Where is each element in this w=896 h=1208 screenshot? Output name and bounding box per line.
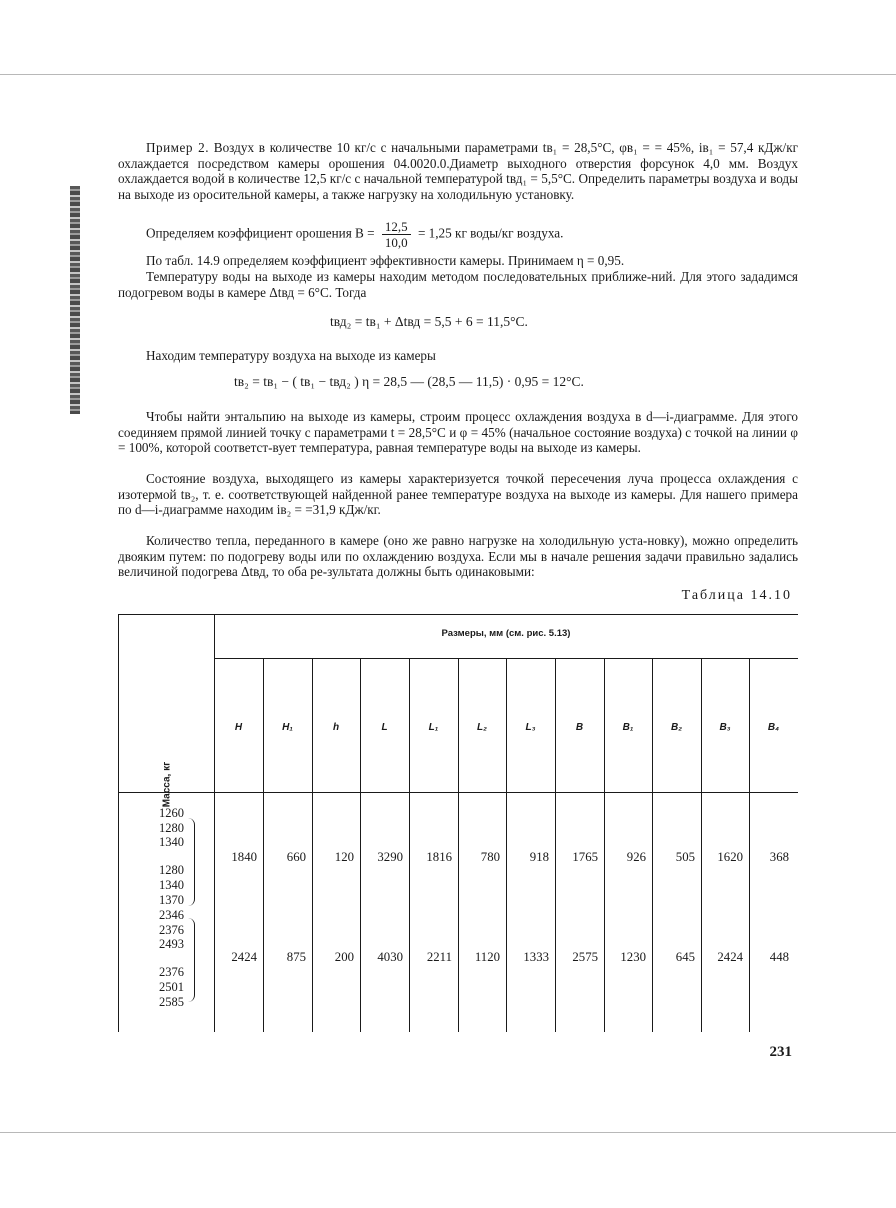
table-cell: 1333	[523, 950, 549, 964]
col-header-H1: H₁	[282, 722, 293, 733]
mass-column-header	[152, 754, 182, 814]
col-rule	[312, 658, 313, 1032]
efficiency-paragraph	[118, 253, 798, 269]
col-rule	[506, 658, 507, 1032]
dimensions-table	[118, 614, 798, 1032]
water-temp-paragraph	[118, 269, 798, 300]
table-cell: 1230	[620, 950, 646, 964]
water-temp-text: Температуру воды на выходе из камеры находим методом последовательных приближе-ний. Для этого зададимся подогревом воды в камере Δtвд = 6°С. Тогда	[118, 269, 798, 300]
mass-value: 2346	[159, 908, 184, 922]
table-cell: 505	[675, 850, 695, 864]
table-cell: 3290	[377, 850, 403, 864]
col-rule	[749, 658, 750, 1032]
table-cell: 926	[626, 850, 646, 864]
col-header-B2: B₂	[670, 722, 683, 733]
table-cell: 200	[334, 950, 354, 964]
coef-fraction	[382, 219, 411, 250]
air-temp-text: Находим температуру воздуха на выходе из камеры	[146, 348, 436, 363]
mass-value: 1340	[159, 835, 184, 850]
mass-value: 2493	[159, 937, 184, 952]
col-header-B3: B₃	[719, 722, 731, 733]
group-1-brace	[188, 818, 195, 906]
table-cell: 645	[675, 950, 695, 964]
table-cell: 368	[769, 850, 789, 864]
coef-numerator: 12,5	[382, 219, 411, 235]
coef-denominator: 10,0	[384, 235, 408, 250]
col-header-H: H	[234, 722, 243, 733]
efficiency-text: По табл. 14.9 определяем коэффициент эффективности камеры. Принимаем η = 0,95.	[146, 253, 625, 268]
table-caption: Таблица 14.10	[681, 588, 792, 603]
col-rule	[458, 658, 459, 1032]
col-header-B4: B₄	[767, 722, 780, 733]
enthalpy-text: Чтобы найти энтальпию на выходе из камеры, строим процесс охлаждения воздуха в d—i-диаграмме. Для этого соединяем прямой линией точку с параметрами t = 28,5°С и φ = 45% (начальное состояние воздуха) с точкой на линии φ = 100%, которой соответст-вует температура, равная температуре воды на выходе из камеры.	[118, 409, 798, 456]
heat-quantity-text: Количество тепла, переданного в камере (оно же равно нагрузке на холодильную уста-новку), можно определить двояким путем: по подогреву воды или по охлаждению воздуха. Если мы в начале решения задачи правильно задались величиной подогрева Δtвд, то оба ре-зультата должны быть одинаковыми:	[118, 533, 798, 580]
scan-margin-artifact	[70, 186, 80, 414]
mass-value: 1370	[159, 892, 184, 907]
table-cell: 918	[529, 850, 549, 864]
table-cell: 780	[480, 850, 500, 864]
air-state-paragraph	[118, 471, 798, 518]
example-text: Воздух в количестве 10 кг/с с начальными параметрами tв₁ = 28,5°С, φв₁ = = 45%, iв₁ = 57,4 кДж/кг охлаждается посредством камеры орошения 04.0020.0.Диаметр выходного отверстия форсунок 4,0 мм. Воздух охлаждается водой в количестве 12,5 кг/с с начальной температурой tвд₁ = 5,5°С. Определить параметры воздуха и воды на выходе из оросительной камеры, а также нагрузку на холодильную установку.	[118, 140, 799, 202]
col-rule	[263, 658, 264, 1032]
mass-column-rule	[214, 614, 215, 1032]
table-cell: 1120	[474, 950, 500, 964]
col-rule	[652, 658, 653, 1032]
coef-lead: Определяем коэффициент орошения B =	[146, 225, 375, 241]
table-group-header: Размеры, мм (см. рис. 5.13)	[441, 628, 571, 639]
col-header-L3: L₃	[525, 722, 536, 733]
table-cell: 2424	[231, 950, 257, 964]
table-cell: 2211	[426, 950, 452, 964]
col-rule	[360, 658, 361, 1032]
table-left-rule	[118, 614, 119, 1032]
mass-value: 1280	[159, 820, 184, 835]
table-cell: 4030	[377, 950, 403, 964]
col-header-h: h	[332, 722, 340, 733]
table-cell: 1765	[572, 850, 598, 864]
enthalpy-paragraph	[118, 409, 798, 456]
mass-value: 1260	[159, 806, 184, 820]
col-rule	[604, 658, 605, 1032]
mass-value: 2376	[159, 965, 184, 980]
table-cell: 120	[334, 850, 354, 864]
mass-value: 2376	[159, 922, 184, 937]
mass-value: 1340	[159, 877, 184, 892]
col-header-L1: L₁	[428, 722, 439, 733]
equation-water-outlet: tвд₂ = tв₁ + Δtвд = 5,5 + 6 = 11,5°С.	[330, 314, 528, 329]
group-2-brace	[188, 918, 195, 1002]
col-rule	[555, 658, 556, 1032]
table-cell: 2575	[572, 950, 598, 964]
bottom-rule	[0, 1132, 896, 1133]
col-header-L2: L₂	[477, 722, 487, 733]
table-cell: 660	[286, 850, 306, 864]
table-cell: 448	[769, 950, 789, 964]
mass-list-group-2	[148, 908, 184, 1009]
table-cell: 1620	[717, 850, 743, 864]
col-header-B: B	[575, 722, 584, 733]
mass-value: 2585	[159, 994, 184, 1009]
page-number: 231	[769, 1044, 792, 1060]
col-header-L: L	[381, 722, 388, 733]
mass-value: 2501	[159, 979, 184, 994]
mass-header-label: Масса, кг	[161, 761, 173, 807]
table-cell: 1840	[231, 850, 257, 864]
mass-list-group-1	[148, 806, 184, 907]
table-cell: 2424	[717, 950, 743, 964]
col-rule	[409, 658, 410, 1032]
top-rule	[0, 74, 896, 75]
table-cell: 875	[286, 950, 306, 964]
col-header-B1: B₁	[622, 722, 634, 733]
coef-tail: = 1,25 кг воды/кг воздуха.	[417, 225, 564, 241]
example-heading: Пример 2.	[146, 140, 210, 155]
heat-quantity-paragraph	[118, 533, 798, 580]
air-temp-heading	[118, 348, 798, 364]
irrigation-coefficient-line	[146, 219, 563, 250]
col-rule	[701, 658, 702, 1032]
equation-air-outlet: tв₂ = tв₁ − ( tв₁ − tвд₂ ) η = 28,5 — (28,5 — 11,5) · 0,95 = 12°С.	[234, 374, 584, 389]
mass-value: 1280	[159, 863, 184, 878]
table-top-rule	[118, 614, 798, 615]
table-cell: 1816	[426, 850, 452, 864]
air-state-text: Состояние воздуха, выходящего из камеры характеризуется точкой пересечения луча процесса охлаждения с изотермой tв₂, т. е. соответствующей найденной ранее температуре воздуха на выходе из камеры. Для нашего примера по d—i-диаграмме находим iв₂ = =31,9 кДж/кг.	[118, 471, 798, 518]
example-paragraph	[118, 140, 798, 202]
